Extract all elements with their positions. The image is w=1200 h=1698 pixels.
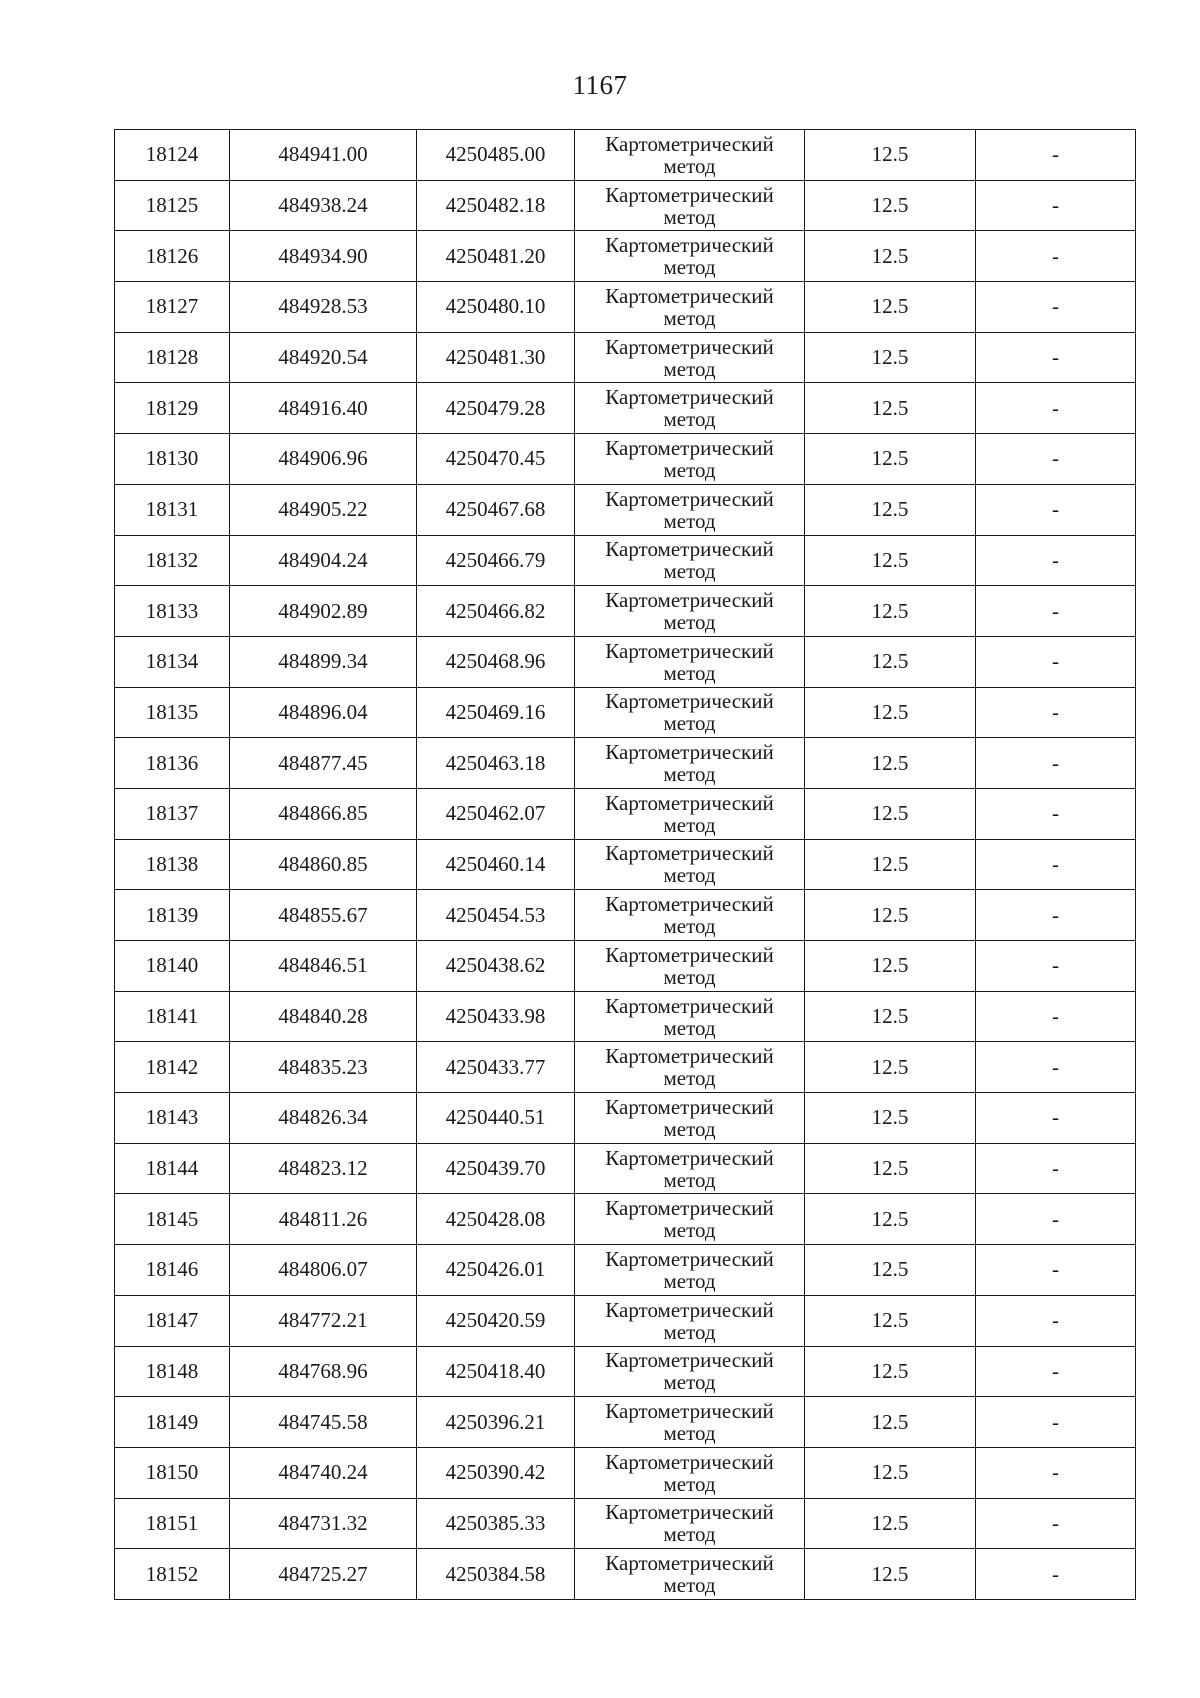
method-line-1: Картометрический — [605, 233, 774, 258]
point-id-cell: 18133 — [115, 586, 230, 637]
x-coordinate-cell: 484896.04 — [230, 687, 417, 738]
point-id-cell: 18152 — [115, 1549, 230, 1600]
method-line-1: Картометрический — [605, 1348, 774, 1373]
table-row — [115, 687, 1136, 738]
note-cell: - — [976, 586, 1136, 637]
method-line-1: Картометрический — [605, 1145, 774, 1170]
accuracy-cell: 12.5 — [805, 941, 976, 992]
method-line-2: метод — [663, 255, 716, 280]
x-coordinate-cell: 484906.96 — [230, 434, 417, 485]
table-row — [115, 130, 1136, 181]
point-id-cell: 18148 — [115, 1346, 230, 1397]
y-coordinate-cell: 4250454.53 — [417, 890, 575, 941]
method-cell — [575, 130, 805, 181]
method-line-1: Картометрический — [605, 892, 774, 917]
note-cell: - — [976, 636, 1136, 687]
accuracy-cell: 12.5 — [805, 1042, 976, 1093]
accuracy-cell: 12.5 — [805, 180, 976, 231]
x-coordinate-cell: 484811.26 — [230, 1194, 417, 1245]
table-row — [115, 738, 1136, 789]
method-cell — [575, 586, 805, 637]
note-cell: - — [976, 1549, 1136, 1600]
x-coordinate-cell: 484941.00 — [230, 130, 417, 181]
x-coordinate-cell: 484835.23 — [230, 1042, 417, 1093]
accuracy-cell: 12.5 — [805, 535, 976, 586]
method-line-1: Картометрический — [605, 385, 774, 410]
table-row — [115, 1245, 1136, 1296]
table-body — [115, 130, 1136, 1600]
method-cell — [575, 687, 805, 738]
table-row — [115, 282, 1136, 333]
note-cell: - — [976, 941, 1136, 992]
x-coordinate-cell: 484768.96 — [230, 1346, 417, 1397]
x-coordinate-cell: 484928.53 — [230, 282, 417, 333]
y-coordinate-cell: 4250396.21 — [417, 1397, 575, 1448]
note-cell: - — [976, 738, 1136, 789]
note-cell: - — [976, 1042, 1136, 1093]
point-id-cell: 18142 — [115, 1042, 230, 1093]
method-cell — [575, 788, 805, 839]
table-row — [115, 1447, 1136, 1498]
method-line-2: метод — [663, 1066, 716, 1091]
method-cell — [575, 282, 805, 333]
point-id-cell: 18143 — [115, 1093, 230, 1144]
table-row — [115, 332, 1136, 383]
y-coordinate-cell: 4250438.62 — [417, 941, 575, 992]
method-line-1: Картометрический — [605, 1246, 774, 1271]
method-line-1: Картометрический — [605, 993, 774, 1018]
accuracy-cell: 12.5 — [805, 839, 976, 890]
coordinates-table — [114, 129, 1136, 1600]
method-line-2: метод — [663, 1116, 716, 1141]
table-row — [115, 1194, 1136, 1245]
note-cell: - — [976, 1295, 1136, 1346]
method-cell — [575, 839, 805, 890]
x-coordinate-cell: 484904.24 — [230, 535, 417, 586]
method-cell — [575, 890, 805, 941]
x-coordinate-cell: 484840.28 — [230, 991, 417, 1042]
table-row — [115, 1397, 1136, 1448]
y-coordinate-cell: 4250481.20 — [417, 231, 575, 282]
page-number: 1167 — [572, 70, 628, 100]
method-line-1: Картометрический — [605, 537, 774, 562]
note-cell: - — [976, 839, 1136, 890]
note-cell: - — [976, 180, 1136, 231]
method-line-1: Картометрический — [605, 283, 774, 308]
point-id-cell: 18138 — [115, 839, 230, 890]
method-cell — [575, 1549, 805, 1600]
point-id-cell: 18128 — [115, 332, 230, 383]
method-cell — [575, 535, 805, 586]
method-line-2: метод — [663, 762, 716, 787]
method-line-2: метод — [663, 508, 716, 533]
y-coordinate-cell: 4250463.18 — [417, 738, 575, 789]
table-row — [115, 1498, 1136, 1549]
accuracy-cell: 12.5 — [805, 1549, 976, 1600]
x-coordinate-cell: 484772.21 — [230, 1295, 417, 1346]
point-id-cell: 18141 — [115, 991, 230, 1042]
method-line-1: Картометрический — [605, 334, 774, 359]
point-id-cell: 18129 — [115, 383, 230, 434]
point-id-cell: 18124 — [115, 130, 230, 181]
point-id-cell: 18126 — [115, 231, 230, 282]
table-row — [115, 1143, 1136, 1194]
note-cell: - — [976, 383, 1136, 434]
y-coordinate-cell: 4250433.77 — [417, 1042, 575, 1093]
y-coordinate-cell: 4250384.58 — [417, 1549, 575, 1600]
table-row — [115, 839, 1136, 890]
note-cell: - — [976, 434, 1136, 485]
point-id-cell: 18136 — [115, 738, 230, 789]
method-cell — [575, 1447, 805, 1498]
table-row — [115, 788, 1136, 839]
method-line-1: Картометрический — [605, 942, 774, 967]
note-cell: - — [976, 991, 1136, 1042]
table-row — [115, 941, 1136, 992]
accuracy-cell: 12.5 — [805, 1498, 976, 1549]
note-cell: - — [976, 484, 1136, 535]
method-line-1: Картометрический — [605, 1551, 774, 1576]
table-row — [115, 890, 1136, 941]
note-cell: - — [976, 130, 1136, 181]
table-row — [115, 1549, 1136, 1600]
point-id-cell: 18149 — [115, 1397, 230, 1448]
method-line-2: метод — [663, 1522, 716, 1547]
method-cell — [575, 1194, 805, 1245]
point-id-cell: 18150 — [115, 1447, 230, 1498]
method-line-1: Картометрический — [605, 689, 774, 714]
method-cell — [575, 383, 805, 434]
accuracy-cell: 12.5 — [805, 788, 976, 839]
method-cell — [575, 636, 805, 687]
accuracy-cell: 12.5 — [805, 383, 976, 434]
method-cell — [575, 1093, 805, 1144]
method-line-1: Картометрический — [605, 841, 774, 866]
accuracy-cell: 12.5 — [805, 1245, 976, 1296]
method-line-1: Картометрический — [605, 790, 774, 815]
point-id-cell: 18132 — [115, 535, 230, 586]
y-coordinate-cell: 4250433.98 — [417, 991, 575, 1042]
note-cell: - — [976, 231, 1136, 282]
point-id-cell: 18134 — [115, 636, 230, 687]
method-line-2: метод — [663, 964, 716, 989]
accuracy-cell: 12.5 — [805, 332, 976, 383]
accuracy-cell: 12.5 — [805, 434, 976, 485]
point-id-cell: 18131 — [115, 484, 230, 535]
method-line-1: Картометрический — [605, 1500, 774, 1525]
method-line-1: Картометрический — [605, 1399, 774, 1424]
method-line-2: метод — [663, 407, 716, 432]
note-cell: - — [976, 687, 1136, 738]
x-coordinate-cell: 484740.24 — [230, 1447, 417, 1498]
accuracy-cell: 12.5 — [805, 636, 976, 687]
table-row — [115, 636, 1136, 687]
note-cell: - — [976, 1346, 1136, 1397]
point-id-cell: 18146 — [115, 1245, 230, 1296]
accuracy-cell: 12.5 — [805, 1447, 976, 1498]
accuracy-cell: 12.5 — [805, 586, 976, 637]
method-cell — [575, 484, 805, 535]
table-row — [115, 231, 1136, 282]
method-line-2: метод — [663, 863, 716, 888]
y-coordinate-cell: 4250469.16 — [417, 687, 575, 738]
point-id-cell: 18147 — [115, 1295, 230, 1346]
y-coordinate-cell: 4250426.01 — [417, 1245, 575, 1296]
method-line-1: Картометрический — [605, 1196, 774, 1221]
y-coordinate-cell: 4250428.08 — [417, 1194, 575, 1245]
method-line-2: метод — [663, 1421, 716, 1446]
method-line-2: метод — [663, 1218, 716, 1243]
note-cell: - — [976, 1143, 1136, 1194]
y-coordinate-cell: 4250485.00 — [417, 130, 575, 181]
method-cell — [575, 1397, 805, 1448]
table-row — [115, 1042, 1136, 1093]
method-line-1: Картометрический — [605, 131, 774, 156]
method-cell — [575, 991, 805, 1042]
x-coordinate-cell: 484934.90 — [230, 231, 417, 282]
note-cell: - — [976, 1194, 1136, 1245]
table-row — [115, 180, 1136, 231]
y-coordinate-cell: 4250439.70 — [417, 1143, 575, 1194]
accuracy-cell: 12.5 — [805, 282, 976, 333]
method-line-2: метод — [663, 1268, 716, 1293]
method-line-2: метод — [663, 660, 716, 685]
method-line-2: метод — [663, 1573, 716, 1598]
method-line-2: метод — [663, 559, 716, 584]
method-cell — [575, 1295, 805, 1346]
accuracy-cell: 12.5 — [805, 231, 976, 282]
method-line-2: метод — [663, 305, 716, 330]
method-line-1: Картометрический — [605, 486, 774, 511]
x-coordinate-cell: 484899.34 — [230, 636, 417, 687]
method-line-1: Картометрический — [605, 638, 774, 663]
x-coordinate-cell: 484877.45 — [230, 738, 417, 789]
x-coordinate-cell: 484846.51 — [230, 941, 417, 992]
accuracy-cell: 12.5 — [805, 890, 976, 941]
y-coordinate-cell: 4250482.18 — [417, 180, 575, 231]
method-line-2: метод — [663, 1370, 716, 1395]
method-cell — [575, 434, 805, 485]
table-row — [115, 586, 1136, 637]
point-id-cell: 18127 — [115, 282, 230, 333]
point-id-cell: 18139 — [115, 890, 230, 941]
x-coordinate-cell: 484823.12 — [230, 1143, 417, 1194]
x-coordinate-cell: 484866.85 — [230, 788, 417, 839]
method-line-2: метод — [663, 1015, 716, 1040]
accuracy-cell: 12.5 — [805, 991, 976, 1042]
accuracy-cell: 12.5 — [805, 130, 976, 181]
note-cell: - — [976, 1498, 1136, 1549]
note-cell: - — [976, 788, 1136, 839]
method-line-2: метод — [663, 1167, 716, 1192]
point-id-cell: 18144 — [115, 1143, 230, 1194]
method-line-2: метод — [663, 1471, 716, 1496]
y-coordinate-cell: 4250468.96 — [417, 636, 575, 687]
method-cell — [575, 332, 805, 383]
method-line-1: Картометрический — [605, 182, 774, 207]
x-coordinate-cell: 484745.58 — [230, 1397, 417, 1448]
note-cell: - — [976, 1397, 1136, 1448]
y-coordinate-cell: 4250480.10 — [417, 282, 575, 333]
method-cell — [575, 738, 805, 789]
table-row — [115, 1295, 1136, 1346]
note-cell: - — [976, 535, 1136, 586]
y-coordinate-cell: 4250467.68 — [417, 484, 575, 535]
y-coordinate-cell: 4250418.40 — [417, 1346, 575, 1397]
note-cell: - — [976, 890, 1136, 941]
note-cell: - — [976, 1245, 1136, 1296]
accuracy-cell: 12.5 — [805, 1397, 976, 1448]
point-id-cell: 18151 — [115, 1498, 230, 1549]
method-line-1: Картометрический — [605, 1044, 774, 1069]
method-line-1: Картометрический — [605, 1094, 774, 1119]
point-id-cell: 18137 — [115, 788, 230, 839]
method-line-2: метод — [663, 457, 716, 482]
point-id-cell: 18125 — [115, 180, 230, 231]
table-row — [115, 535, 1136, 586]
accuracy-cell: 12.5 — [805, 1295, 976, 1346]
point-id-cell: 18130 — [115, 434, 230, 485]
x-coordinate-cell: 484731.32 — [230, 1498, 417, 1549]
method-cell — [575, 941, 805, 992]
x-coordinate-cell: 484806.07 — [230, 1245, 417, 1296]
note-cell: - — [976, 1093, 1136, 1144]
x-coordinate-cell: 484855.67 — [230, 890, 417, 941]
point-id-cell: 18140 — [115, 941, 230, 992]
table-row — [115, 1093, 1136, 1144]
y-coordinate-cell: 4250420.59 — [417, 1295, 575, 1346]
method-line-1: Картометрический — [605, 435, 774, 460]
method-cell — [575, 1143, 805, 1194]
x-coordinate-cell: 484916.40 — [230, 383, 417, 434]
table-row — [115, 1346, 1136, 1397]
y-coordinate-cell: 4250460.14 — [417, 839, 575, 890]
method-line-2: метод — [663, 812, 716, 837]
method-cell — [575, 180, 805, 231]
method-line-2: метод — [663, 610, 716, 635]
x-coordinate-cell: 484902.89 — [230, 586, 417, 637]
y-coordinate-cell: 4250470.45 — [417, 434, 575, 485]
y-coordinate-cell: 4250385.33 — [417, 1498, 575, 1549]
method-line-2: метод — [663, 711, 716, 736]
x-coordinate-cell: 484860.85 — [230, 839, 417, 890]
x-coordinate-cell: 484938.24 — [230, 180, 417, 231]
table-row — [115, 484, 1136, 535]
method-line-2: метод — [663, 914, 716, 939]
method-cell — [575, 1498, 805, 1549]
accuracy-cell: 12.5 — [805, 1093, 976, 1144]
method-line-1: Картометрический — [605, 740, 774, 765]
table-row — [115, 991, 1136, 1042]
y-coordinate-cell: 4250479.28 — [417, 383, 575, 434]
y-coordinate-cell: 4250462.07 — [417, 788, 575, 839]
y-coordinate-cell: 4250440.51 — [417, 1093, 575, 1144]
method-line-1: Картометрический — [605, 588, 774, 613]
method-line-1: Картометрический — [605, 1449, 774, 1474]
method-cell — [575, 1042, 805, 1093]
x-coordinate-cell: 484920.54 — [230, 332, 417, 383]
point-id-cell: 18135 — [115, 687, 230, 738]
accuracy-cell: 12.5 — [805, 1346, 976, 1397]
accuracy-cell: 12.5 — [805, 738, 976, 789]
x-coordinate-cell: 484826.34 — [230, 1093, 417, 1144]
table-row — [115, 383, 1136, 434]
y-coordinate-cell: 4250466.82 — [417, 586, 575, 637]
method-line-2: метод — [663, 356, 716, 381]
method-cell — [575, 231, 805, 282]
method-line-1: Картометрический — [605, 1297, 774, 1322]
note-cell: - — [976, 332, 1136, 383]
method-line-2: метод — [663, 1319, 716, 1344]
x-coordinate-cell: 484905.22 — [230, 484, 417, 535]
x-coordinate-cell: 484725.27 — [230, 1549, 417, 1600]
method-cell — [575, 1245, 805, 1296]
method-line-2: метод — [663, 153, 716, 178]
accuracy-cell: 12.5 — [805, 1143, 976, 1194]
note-cell: - — [976, 1447, 1136, 1498]
accuracy-cell: 12.5 — [805, 1194, 976, 1245]
method-cell — [575, 1346, 805, 1397]
point-id-cell: 18145 — [115, 1194, 230, 1245]
note-cell: - — [976, 282, 1136, 333]
accuracy-cell: 12.5 — [805, 687, 976, 738]
y-coordinate-cell: 4250466.79 — [417, 535, 575, 586]
accuracy-cell: 12.5 — [805, 484, 976, 535]
table-row — [115, 434, 1136, 485]
y-coordinate-cell: 4250390.42 — [417, 1447, 575, 1498]
method-line-2: метод — [663, 204, 716, 229]
y-coordinate-cell: 4250481.30 — [417, 332, 575, 383]
